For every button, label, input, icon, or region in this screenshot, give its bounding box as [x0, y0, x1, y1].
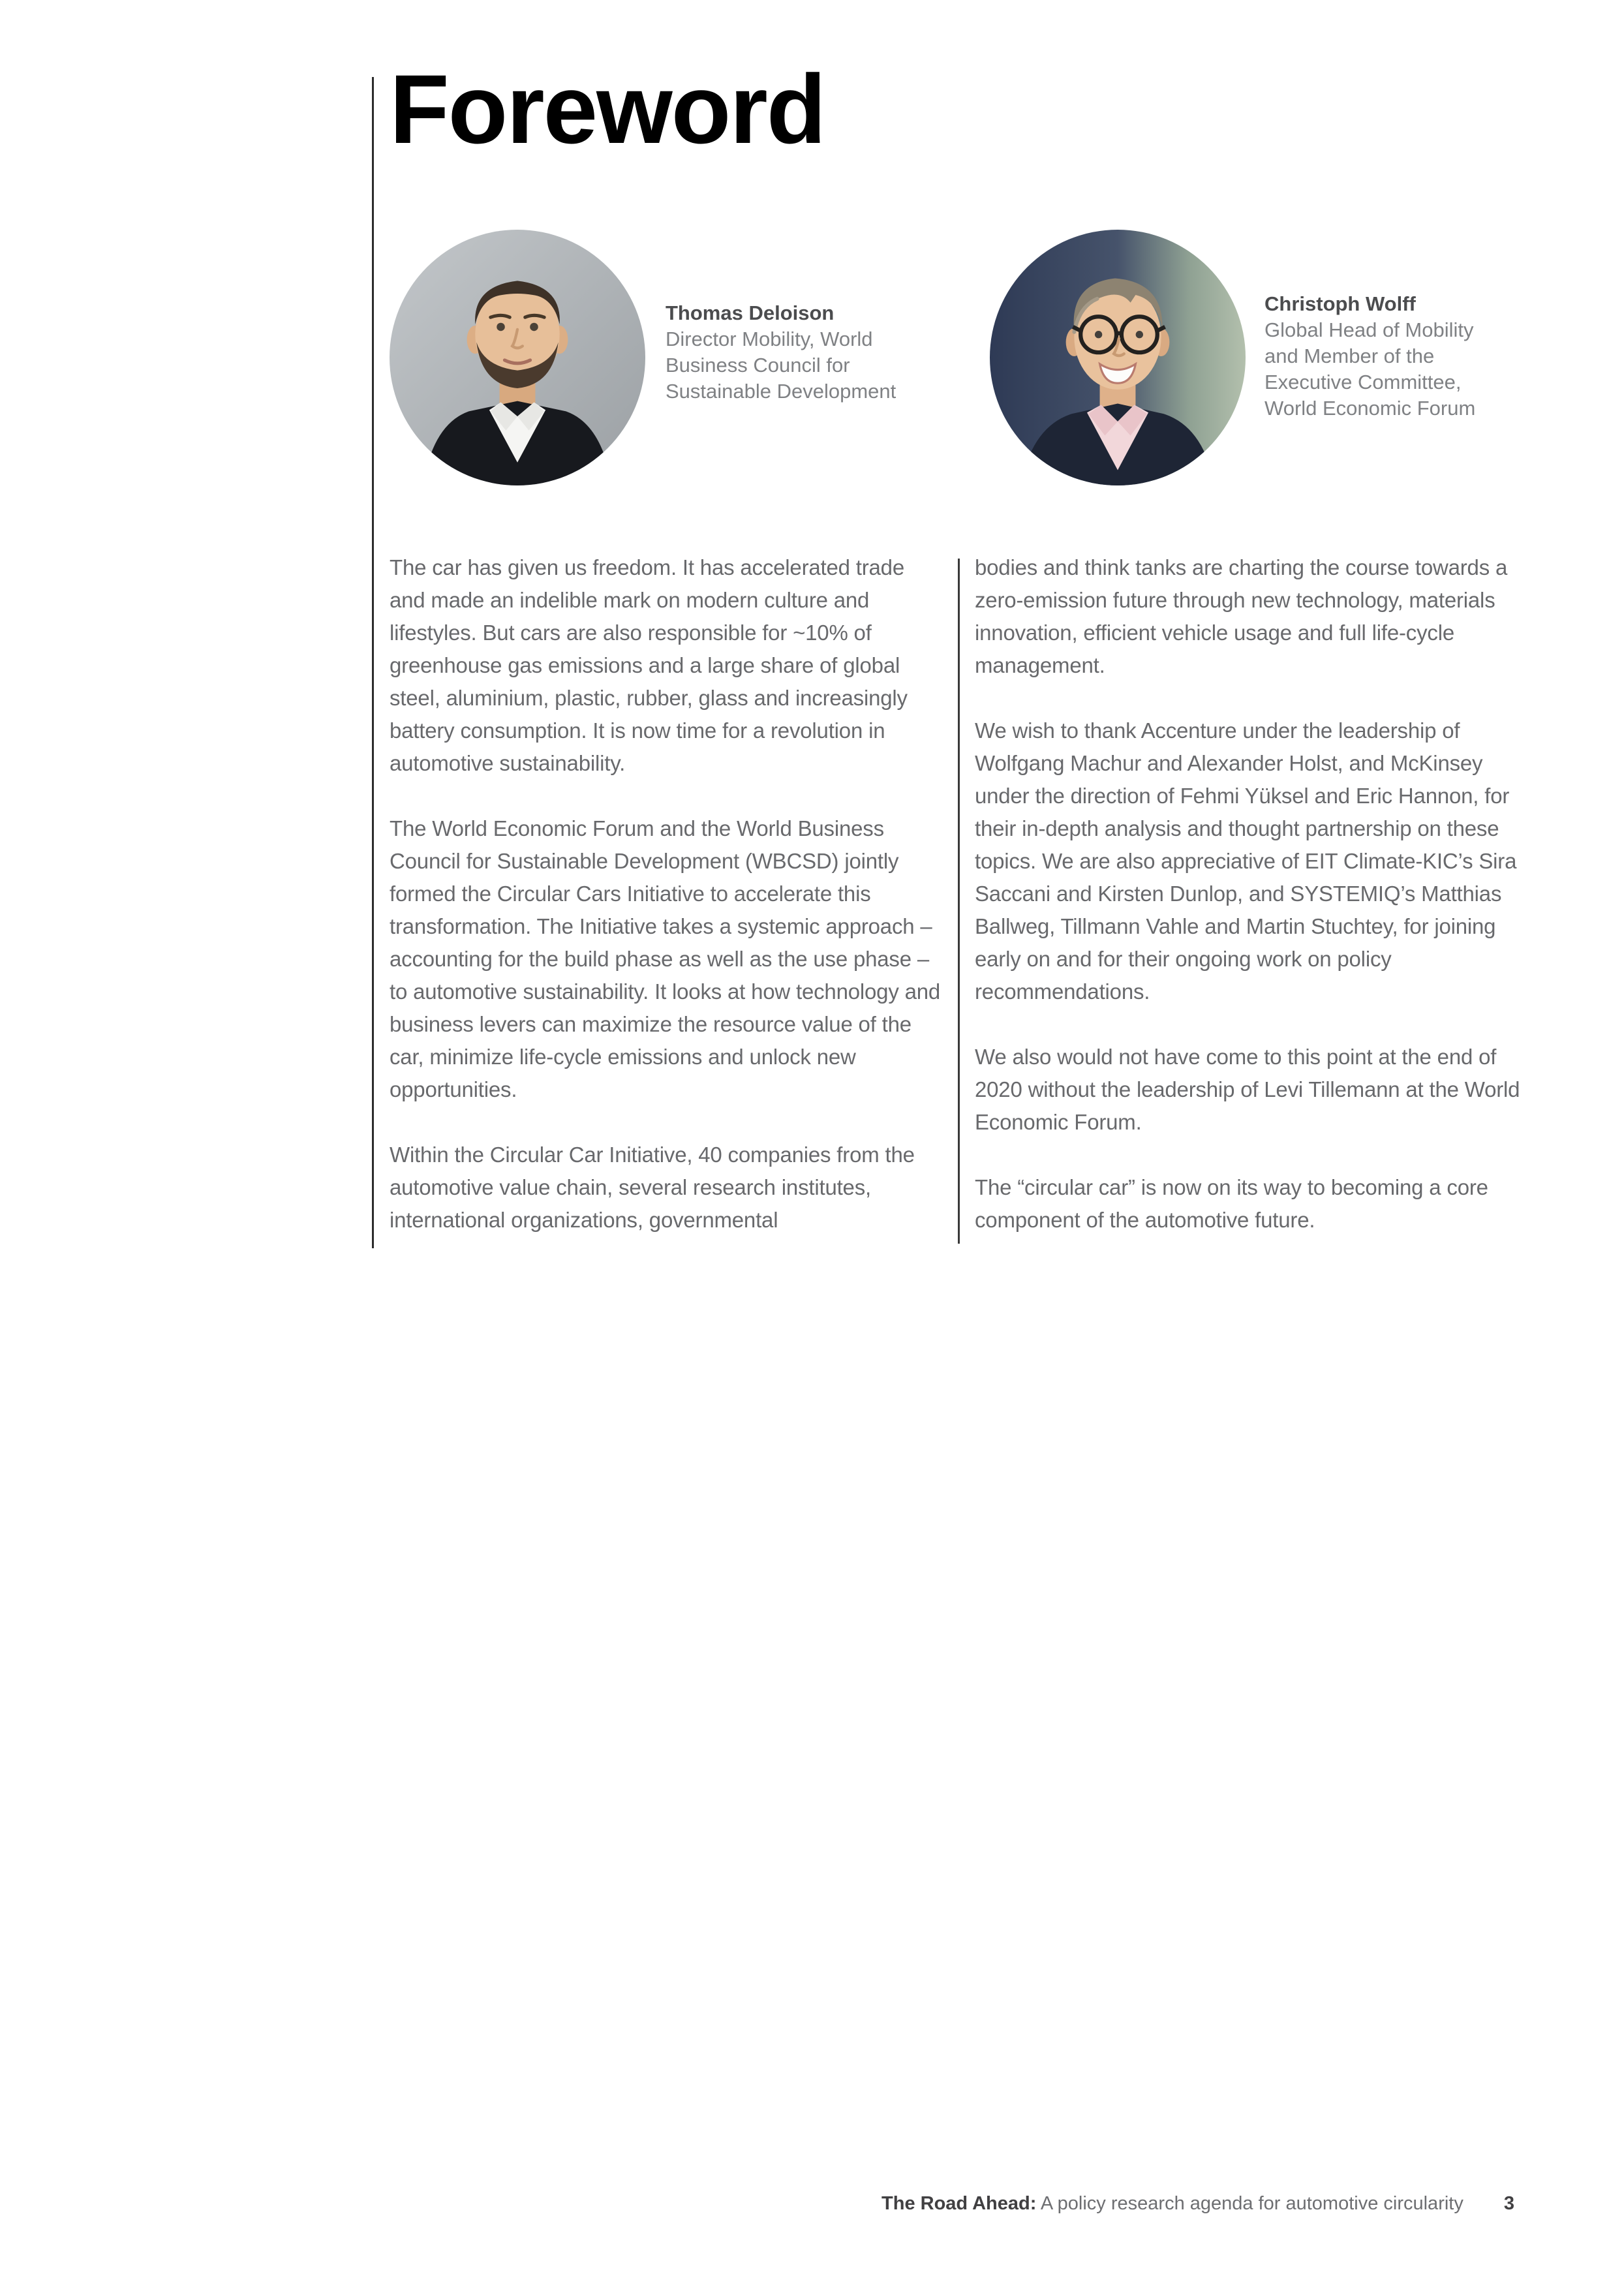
body-paragraph: bodies and think tanks are charting the course towards a zero-emission future through new technology, materials innovation, efficient vehicle usage and full life-cycle management. — [975, 555, 1508, 677]
author-role-line: and Member of the — [1264, 345, 1435, 367]
body-paragraph: Within the Circular Car Initiative, 40 companies from the automotive value chain, several research institutes, international organizations, governmental — [390, 1143, 915, 1232]
author-role-line: Executive Committee, — [1264, 371, 1462, 393]
author-role-line: Global Head of Mobility — [1264, 318, 1474, 341]
portrait-photo-thomas-deloison — [390, 230, 645, 485]
author-role-line: World Economic Forum — [1264, 397, 1476, 420]
body-paragraph: The “circular car” is now on its way to becoming a core component of the automotive future. — [975, 1175, 1488, 1232]
page-footer — [881, 2192, 1514, 2215]
body-paragraph: The World Economic Forum and the World Business Council for Sustainable Development (WBCSD) jointly formed the Circular Cars Initiative to accelerate this transformation. The Initiative takes a systemic approach – accounting for the build phase as well as the use phase – to automotive sustainability. It looks at how technology and business levers can maximize the resource value of the car, minimize life-cycle emissions and unlock new opportunities. — [390, 816, 941, 1101]
footer-page-number: 3 — [1503, 2193, 1514, 2214]
author-role-line: Sustainable Development — [666, 380, 896, 403]
footer-report-title-rest: A policy research agenda for automotive circularity — [1036, 2193, 1463, 2214]
body-column-right — [975, 551, 1531, 1237]
author-name: Christoph Wolff — [1264, 292, 1416, 315]
portrait-photo-christoph-wolff — [990, 230, 1246, 485]
body-paragraph: We wish to thank Accenture under the leadership of Wolfgang Machur and Alexander Holst, and McKinsey under the direction of Fehmi Yüksel and Eric Hannon, for their in-depth analysis and thought partnership on these topics. We are also appreciative of EIT Climate-KIC’s Sira Saccani and Kirsten Dunlop, and SYSTEMIQ’s Matthias Ballweg, Tillmann Vahle and Martin Stuchtey, for joining early on and for their ongoing work on policy recommendations. — [975, 718, 1517, 1004]
left-margin-rule — [372, 77, 374, 1248]
footer-report-title-bold: The Road Ahead: — [881, 2193, 1037, 2214]
author-role-line: Business Council for — [666, 354, 850, 376]
page-title: Foreword — [390, 54, 825, 164]
body-column-left — [390, 551, 945, 1237]
author-role-line: Director Mobility, World — [666, 328, 873, 350]
body-paragraph: The car has given us freedom. It has accelerated trade and made an indelible mark on modern culture and lifestyles. But cars are also responsible for ~10% of greenhouse gas emissions and a large share of global steel, aluminium, plastic, rubber, glass and increasingly battery consumption. It is now time for a revolution in automotive sustainability. — [390, 555, 908, 775]
footer-report-title — [881, 2192, 1463, 2215]
body-paragraph: We also would not have come to this point at the end of 2020 without the leadership of Levi Tillemann at the World Economic Forum. — [975, 1045, 1520, 1134]
column-divider-rule — [958, 559, 960, 1244]
author-name: Thomas Deloison — [666, 301, 835, 324]
